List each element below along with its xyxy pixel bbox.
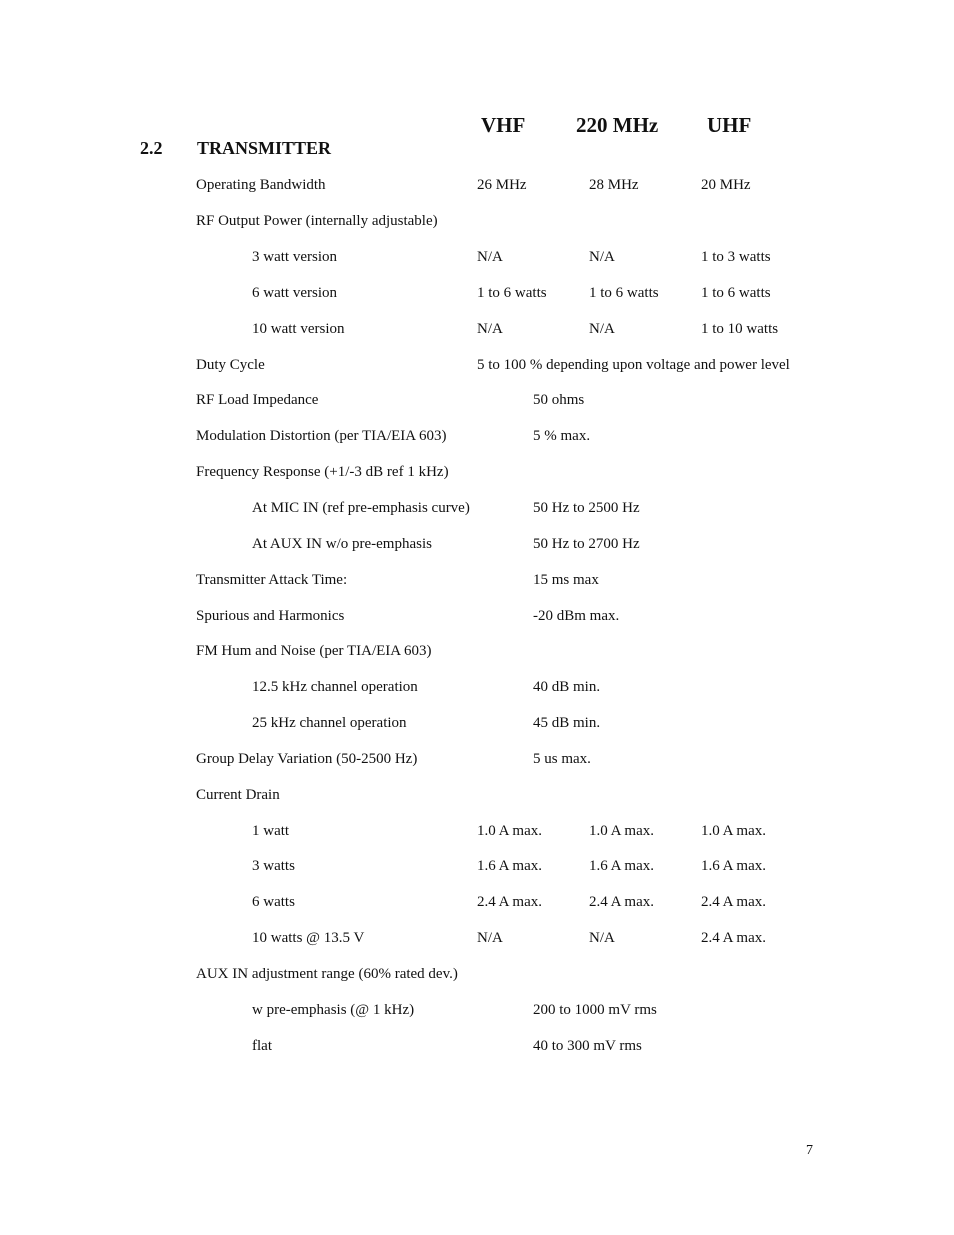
spec-value-220mhz: N/A — [589, 249, 615, 265]
spec-sublabel-12-5-khz: 12.5 kHz channel operation — [252, 679, 418, 695]
spec-value-w-pre-emphasis: 200 to 1000 mV rms — [533, 1002, 657, 1018]
spec-label-aux-in-range: AUX IN adjustment range (60% rated dev.) — [196, 966, 458, 982]
spec-label-fm-hum-noise: FM Hum and Noise (per TIA/EIA 603) — [196, 643, 432, 659]
spec-value-vhf: N/A — [477, 321, 503, 337]
spec-value-aux-in: 50 Hz to 2700 Hz — [533, 536, 640, 552]
spec-label-frequency-response: Frequency Response (+1/-3 dB ref 1 kHz) — [196, 464, 449, 480]
spec-label-current-drain: Current Drain — [196, 787, 280, 803]
spec-value-vhf: 1 to 6 watts — [477, 285, 547, 301]
spec-value-vhf: 1.6 A max. — [477, 858, 543, 874]
section-number: 2.2 — [140, 138, 163, 158]
spec-value-220mhz: 1.6 A max. — [589, 858, 655, 874]
spec-value-vhf: 26 MHz — [477, 177, 527, 193]
column-header-uhf: UHF — [707, 113, 752, 137]
spec-value-uhf: 1.6 A max. — [701, 858, 767, 874]
spec-value-attack-time: 15 ms max — [533, 572, 599, 588]
spec-value-vhf: N/A — [477, 249, 503, 265]
spec-sublabel-3-watts: 3 watts — [252, 858, 295, 874]
spec-sublabel-25-khz: 25 kHz channel operation — [252, 715, 407, 731]
spec-sublabel-10-watts: 10 watts @ 13.5 V — [252, 930, 365, 946]
spec-label-duty-cycle: Duty Cycle — [196, 357, 265, 373]
spec-value-modulation-distortion: 5 % max. — [533, 428, 591, 444]
spec-sublabel-flat: flat — [252, 1038, 272, 1054]
spec-sublabel-6-watt-version: 6 watt version — [252, 285, 337, 301]
spec-value-rf-load-impedance: 50 ohms — [533, 392, 585, 408]
spec-value-uhf: 1.0 A max. — [701, 823, 767, 839]
spec-value-220mhz: N/A — [589, 321, 615, 337]
column-header-220mhz: 220 MHz — [576, 113, 659, 137]
spec-value-vhf: N/A — [477, 930, 503, 946]
spec-label-operating-bandwidth: Operating Bandwidth — [196, 177, 326, 193]
spec-value-220mhz: N/A — [589, 930, 615, 946]
section-title: TRANSMITTER — [197, 138, 332, 158]
spec-sublabel-aux-in: At AUX IN w/o pre-emphasis — [252, 536, 432, 552]
spec-label-group-delay: Group Delay Variation (50-2500 Hz) — [196, 751, 418, 767]
spec-value-25-khz: 45 dB min. — [533, 715, 601, 731]
spec-sublabel-w-pre-emphasis: w pre-emphasis (@ 1 kHz) — [252, 1002, 415, 1018]
spec-sublabel-mic-in: At MIC IN (ref pre-emphasis curve) — [252, 500, 470, 516]
spec-label-attack-time: Transmitter Attack Time: — [196, 572, 348, 588]
spec-value-uhf: 1 to 10 watts — [701, 321, 779, 337]
spec-value-spurious-harmonics: -20 dBm max. — [533, 608, 620, 624]
spec-value-220mhz: 1.0 A max. — [589, 823, 655, 839]
spec-sublabel-1-watt: 1 watt — [252, 823, 290, 839]
spec-sublabel-6-watts: 6 watts — [252, 894, 295, 910]
spec-label-modulation-distortion: Modulation Distortion (per TIA/EIA 603) — [196, 428, 447, 444]
spec-value-220mhz: 28 MHz — [589, 177, 639, 193]
page-number: 7 — [806, 1143, 813, 1158]
spec-value-group-delay: 5 us max. — [533, 751, 591, 767]
spec-value-flat: 40 to 300 mV rms — [533, 1038, 642, 1054]
spec-value-vhf: 1.0 A max. — [477, 823, 543, 839]
spec-value-uhf: 2.4 A max. — [701, 930, 767, 946]
spec-label-spurious-harmonics: Spurious and Harmonics — [196, 608, 345, 624]
spec-value-mic-in: 50 Hz to 2500 Hz — [533, 500, 640, 516]
column-header-vhf: VHF — [481, 113, 526, 137]
spec-value-uhf: 1 to 6 watts — [701, 285, 771, 301]
spec-label-rf-load-impedance: RF Load Impedance — [196, 392, 319, 408]
spec-value-220mhz: 2.4 A max. — [589, 894, 655, 910]
spec-value-uhf: 2.4 A max. — [701, 894, 767, 910]
spec-sublabel-3-watt-version: 3 watt version — [252, 249, 337, 265]
spec-sublabel-10-watt-version: 10 watt version — [252, 321, 345, 337]
spec-value-uhf: 20 MHz — [701, 177, 751, 193]
spec-label-rf-output-power: RF Output Power (internally adjustable) — [196, 213, 438, 229]
spec-value-220mhz: 1 to 6 watts — [589, 285, 659, 301]
spec-value-12-5-khz: 40 dB min. — [533, 679, 601, 695]
spec-value-vhf: 2.4 A max. — [477, 894, 543, 910]
spec-value-duty-cycle: 5 to 100 % depending upon voltage and power level — [477, 357, 790, 373]
spec-value-uhf: 1 to 3 watts — [701, 249, 771, 265]
